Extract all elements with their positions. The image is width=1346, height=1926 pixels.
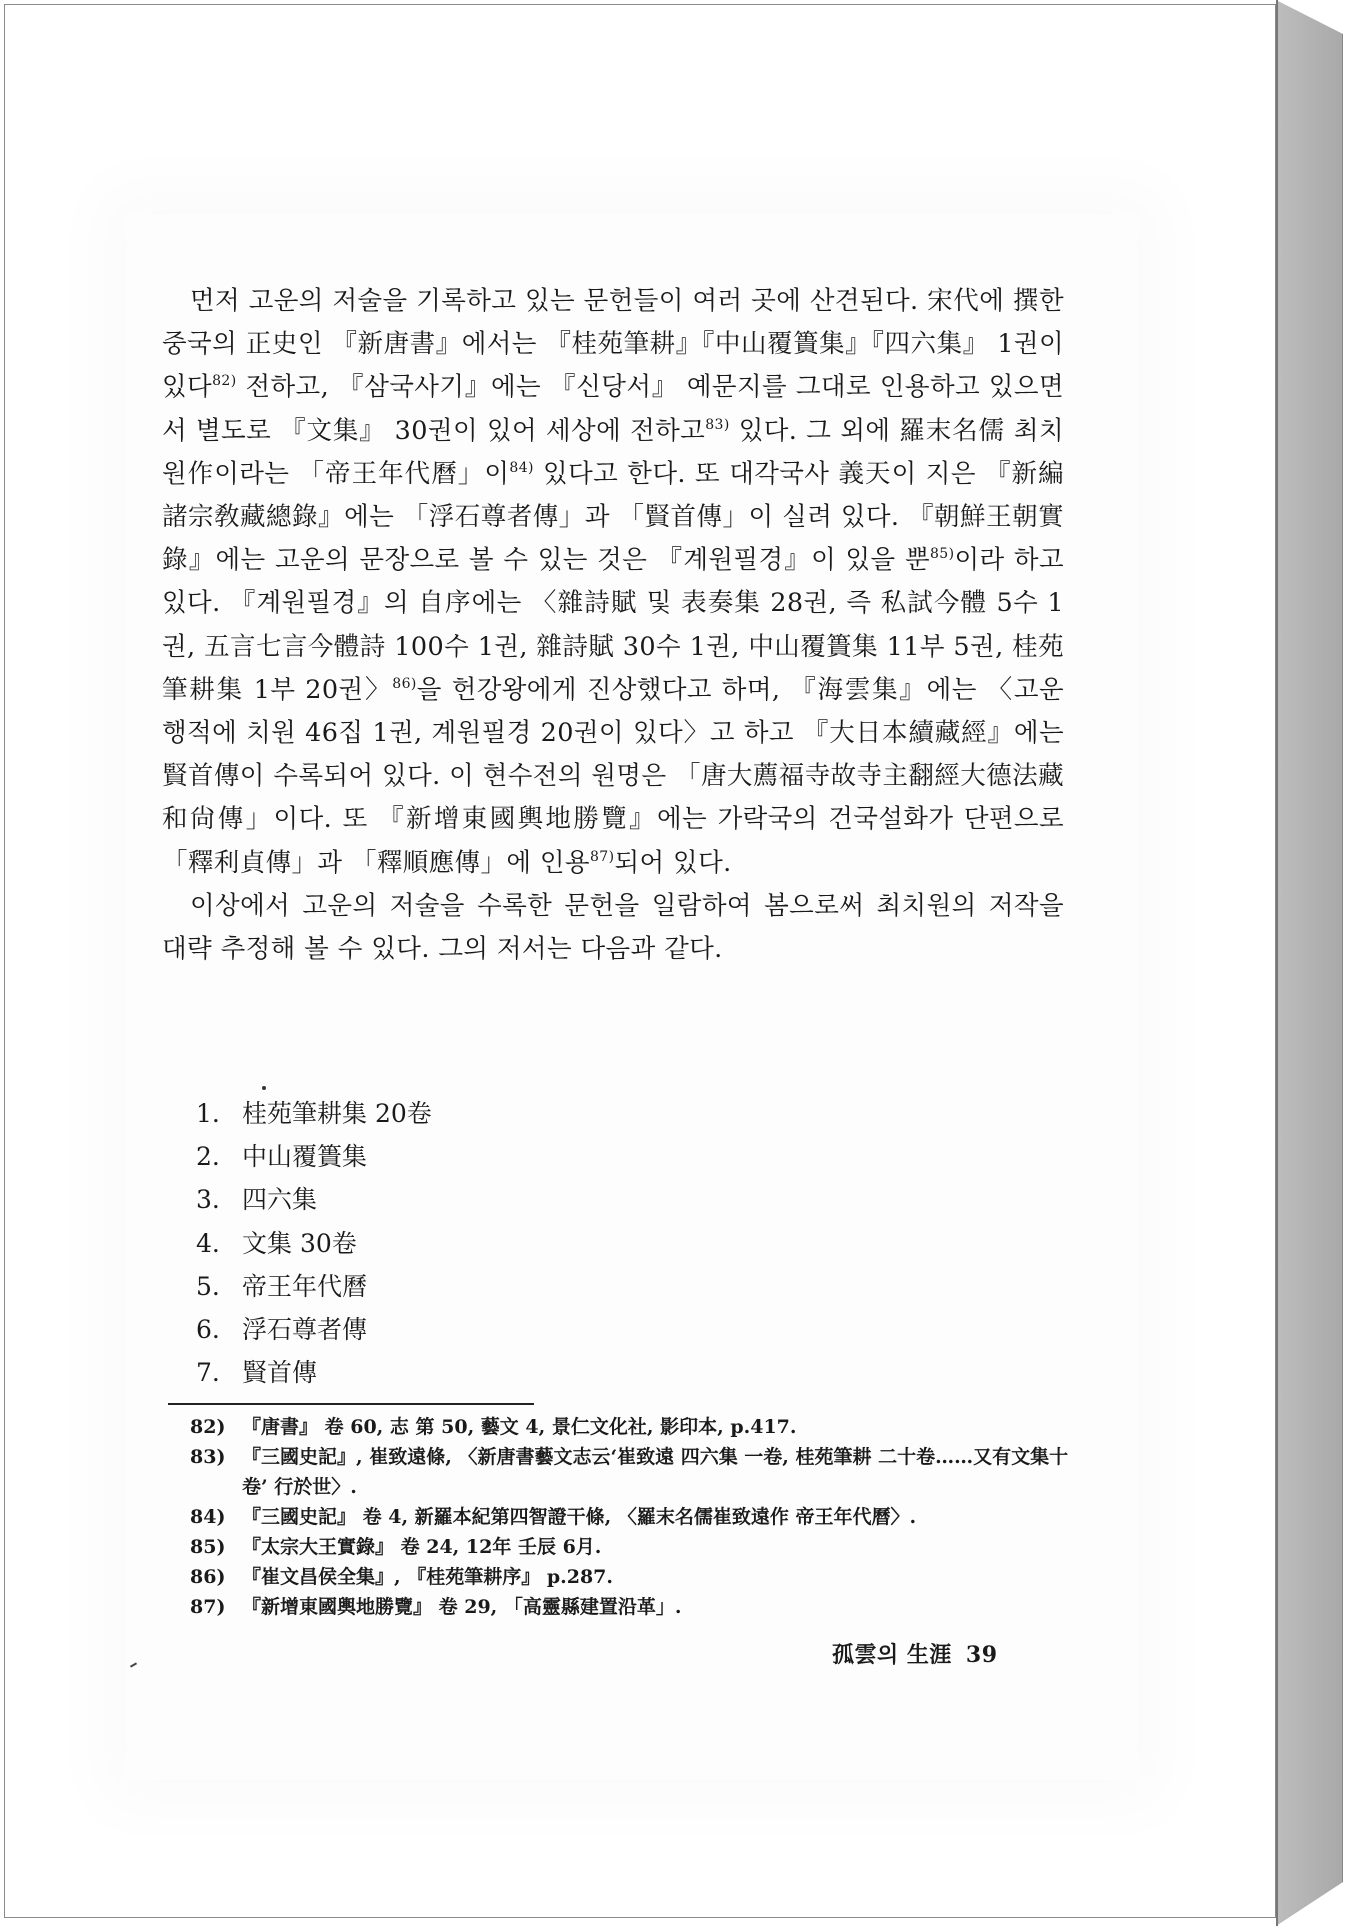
body-text [162,280,1064,971]
footnote-text: 『三國史記』, 崔致遠條, 〈新唐書藝文志云‘崔致遠 四六集 一卷, 桂苑筆耕 二十卷……又有文集十卷’ 行於世〉. [242,1446,1069,1498]
footnote [190,1502,1070,1532]
footnote-ref-86: 86) [392,676,417,693]
list-item [196,1178,432,1221]
list-number: 5. [196,1271,220,1301]
footnote-text: 『三國史記』 卷 4, 新羅本紀第四智證干條, 〈羅末名儒崔致遠作 帝王年代曆〉. [242,1506,917,1528]
work-title: 桂苑筆耕集 20卷 [242,1099,432,1128]
list-item [196,1351,432,1394]
list-item [196,1308,432,1351]
footnote-text: 『太宗大王實錄』 卷 24, 12年 壬辰 6月. [242,1536,602,1558]
list-number: 2. [196,1142,220,1172]
footnote-ref-83: 83) [705,416,730,433]
list-item [196,1265,432,1308]
page-stack-edge [1276,0,1343,1926]
footnote-number: 83) [190,1446,226,1468]
paragraph-2: 이상에서 고운의 저술을 수록한 문헌을 일람하여 봄으로써 최치원의 저작을 대략 추정해 볼 수 있다. 그의 저서는 다음과 같다. [162,890,1064,965]
list-number: 3. [196,1185,220,1215]
page-stack-edge-line [1276,0,1278,1926]
text-run: 있다. 그 외에 羅末名儒 최치원作이라는 「帝王年代曆」이 [162,415,1064,489]
list-item [196,1135,432,1178]
running-footer [832,1638,998,1669]
work-title: 賢首傳 [242,1358,318,1388]
footnote-text: 『唐書』 卷 60, 志 第 50, 藝文 4, 景仁文化社, 影印本, p.417. [242,1416,797,1438]
footnotes [190,1412,1070,1622]
list-number: 1. [196,1099,220,1128]
footnote-text: 『崔文昌侯全集』, 『桂苑筆耕序』 p.287. [242,1566,614,1588]
text-run: 전하고, 『삼국사기』에는 『신당서』 예문지를 그대로 인용하고 있으면서 별도로 『文集』 30권이 있어 세상에 전하고 [162,372,1064,446]
list-number: 4. [196,1228,220,1258]
footnote [190,1562,1070,1592]
footnote-ref-87: 87) [589,848,615,865]
footnote-text: 『新增東國輿地勝覽』 卷 29, 「高靈縣建置沿革」. [242,1596,682,1618]
page-number: 39 [965,1642,998,1668]
text-run: 을 헌강왕에게 진상했다고 하며, 『海雲集』에는 〈고운 행적에 치원 46집 1권, 계원필경 20권이 있다〉고 하고 『大日本續藏經』에는 賢首傳이 수록되어 있다. 이 현수전의 원명은 「唐大薦福寺故寺主翻經大德法藏和尙傳」이다. 또 『新增東國輿地勝覽』에는 가락국의 건국설화가 단편으로 「釋利貞傳」과 「釋順應傳」에 인용 [162,674,1064,878]
footnote-number: 87) [190,1596,226,1618]
emphasis-dot [262,1086,266,1090]
work-title: 中山覆簣集 [242,1142,368,1172]
list-item [196,1092,432,1135]
work-title: 帝王年代曆 [242,1271,368,1301]
text-run: 먼저 고운의 저술을 기록하고 있는 문헌들이 여러 곳에 산견된다. 宋代에 撰한 중국의 正史인 『新唐書』에서는 『桂苑筆耕』『中山覆簣集』『四六集』 1권이 있다 [162,286,1064,403]
footnote [190,1592,1070,1622]
list-number: 6. [196,1315,220,1345]
list-number: 7. [196,1358,220,1388]
works-list [196,1092,432,1394]
footnote [190,1532,1070,1562]
footnote-number: 82) [190,1416,226,1438]
text-run: 이라 하고 있다. 『계원필경』의 自序에는 〈雜詩賦 및 表奏集 28권, 즉 私試今體 5수 1권, 五言七言今體詩 100수 1권, 雜詩賦 30수 1권, 中山覆簣集 11부 5권, 桂苑筆耕集 1부 20권〉 [162,545,1064,705]
footnote-number: 86) [190,1566,226,1588]
footnote [190,1412,1070,1442]
list-item [196,1222,432,1265]
text-run: 있다고 한다. 또 대각국사 義天이 지은 『新編諸宗敎藏總錄』에는 「浮石尊者傳」과 「賢首傳」이 실려 있다. 『朝鮮王朝實錄』에는 고운의 문장으로 볼 수 있는 것은 『계원필경』이 있을 뿐 [162,458,1065,576]
running-title: 孤雲의 生涯 [832,1642,952,1668]
paragraph-1 [162,280,1064,885]
text-run: 되어 있다. [614,847,732,878]
work-title: 浮石尊者傳 [242,1315,368,1345]
footnote-number: 84) [190,1506,226,1528]
footnote [190,1442,1070,1502]
footnote-ref-82: 82) [212,373,237,390]
work-title: 四六集 [242,1185,318,1215]
footnote-ref-84: 84) [509,460,534,476]
work-title: 文集 30卷 [242,1228,357,1258]
footnote-ref-85: 85) [929,546,955,563]
footnote-number: 85) [190,1536,226,1558]
footnote-rule [168,1403,534,1405]
